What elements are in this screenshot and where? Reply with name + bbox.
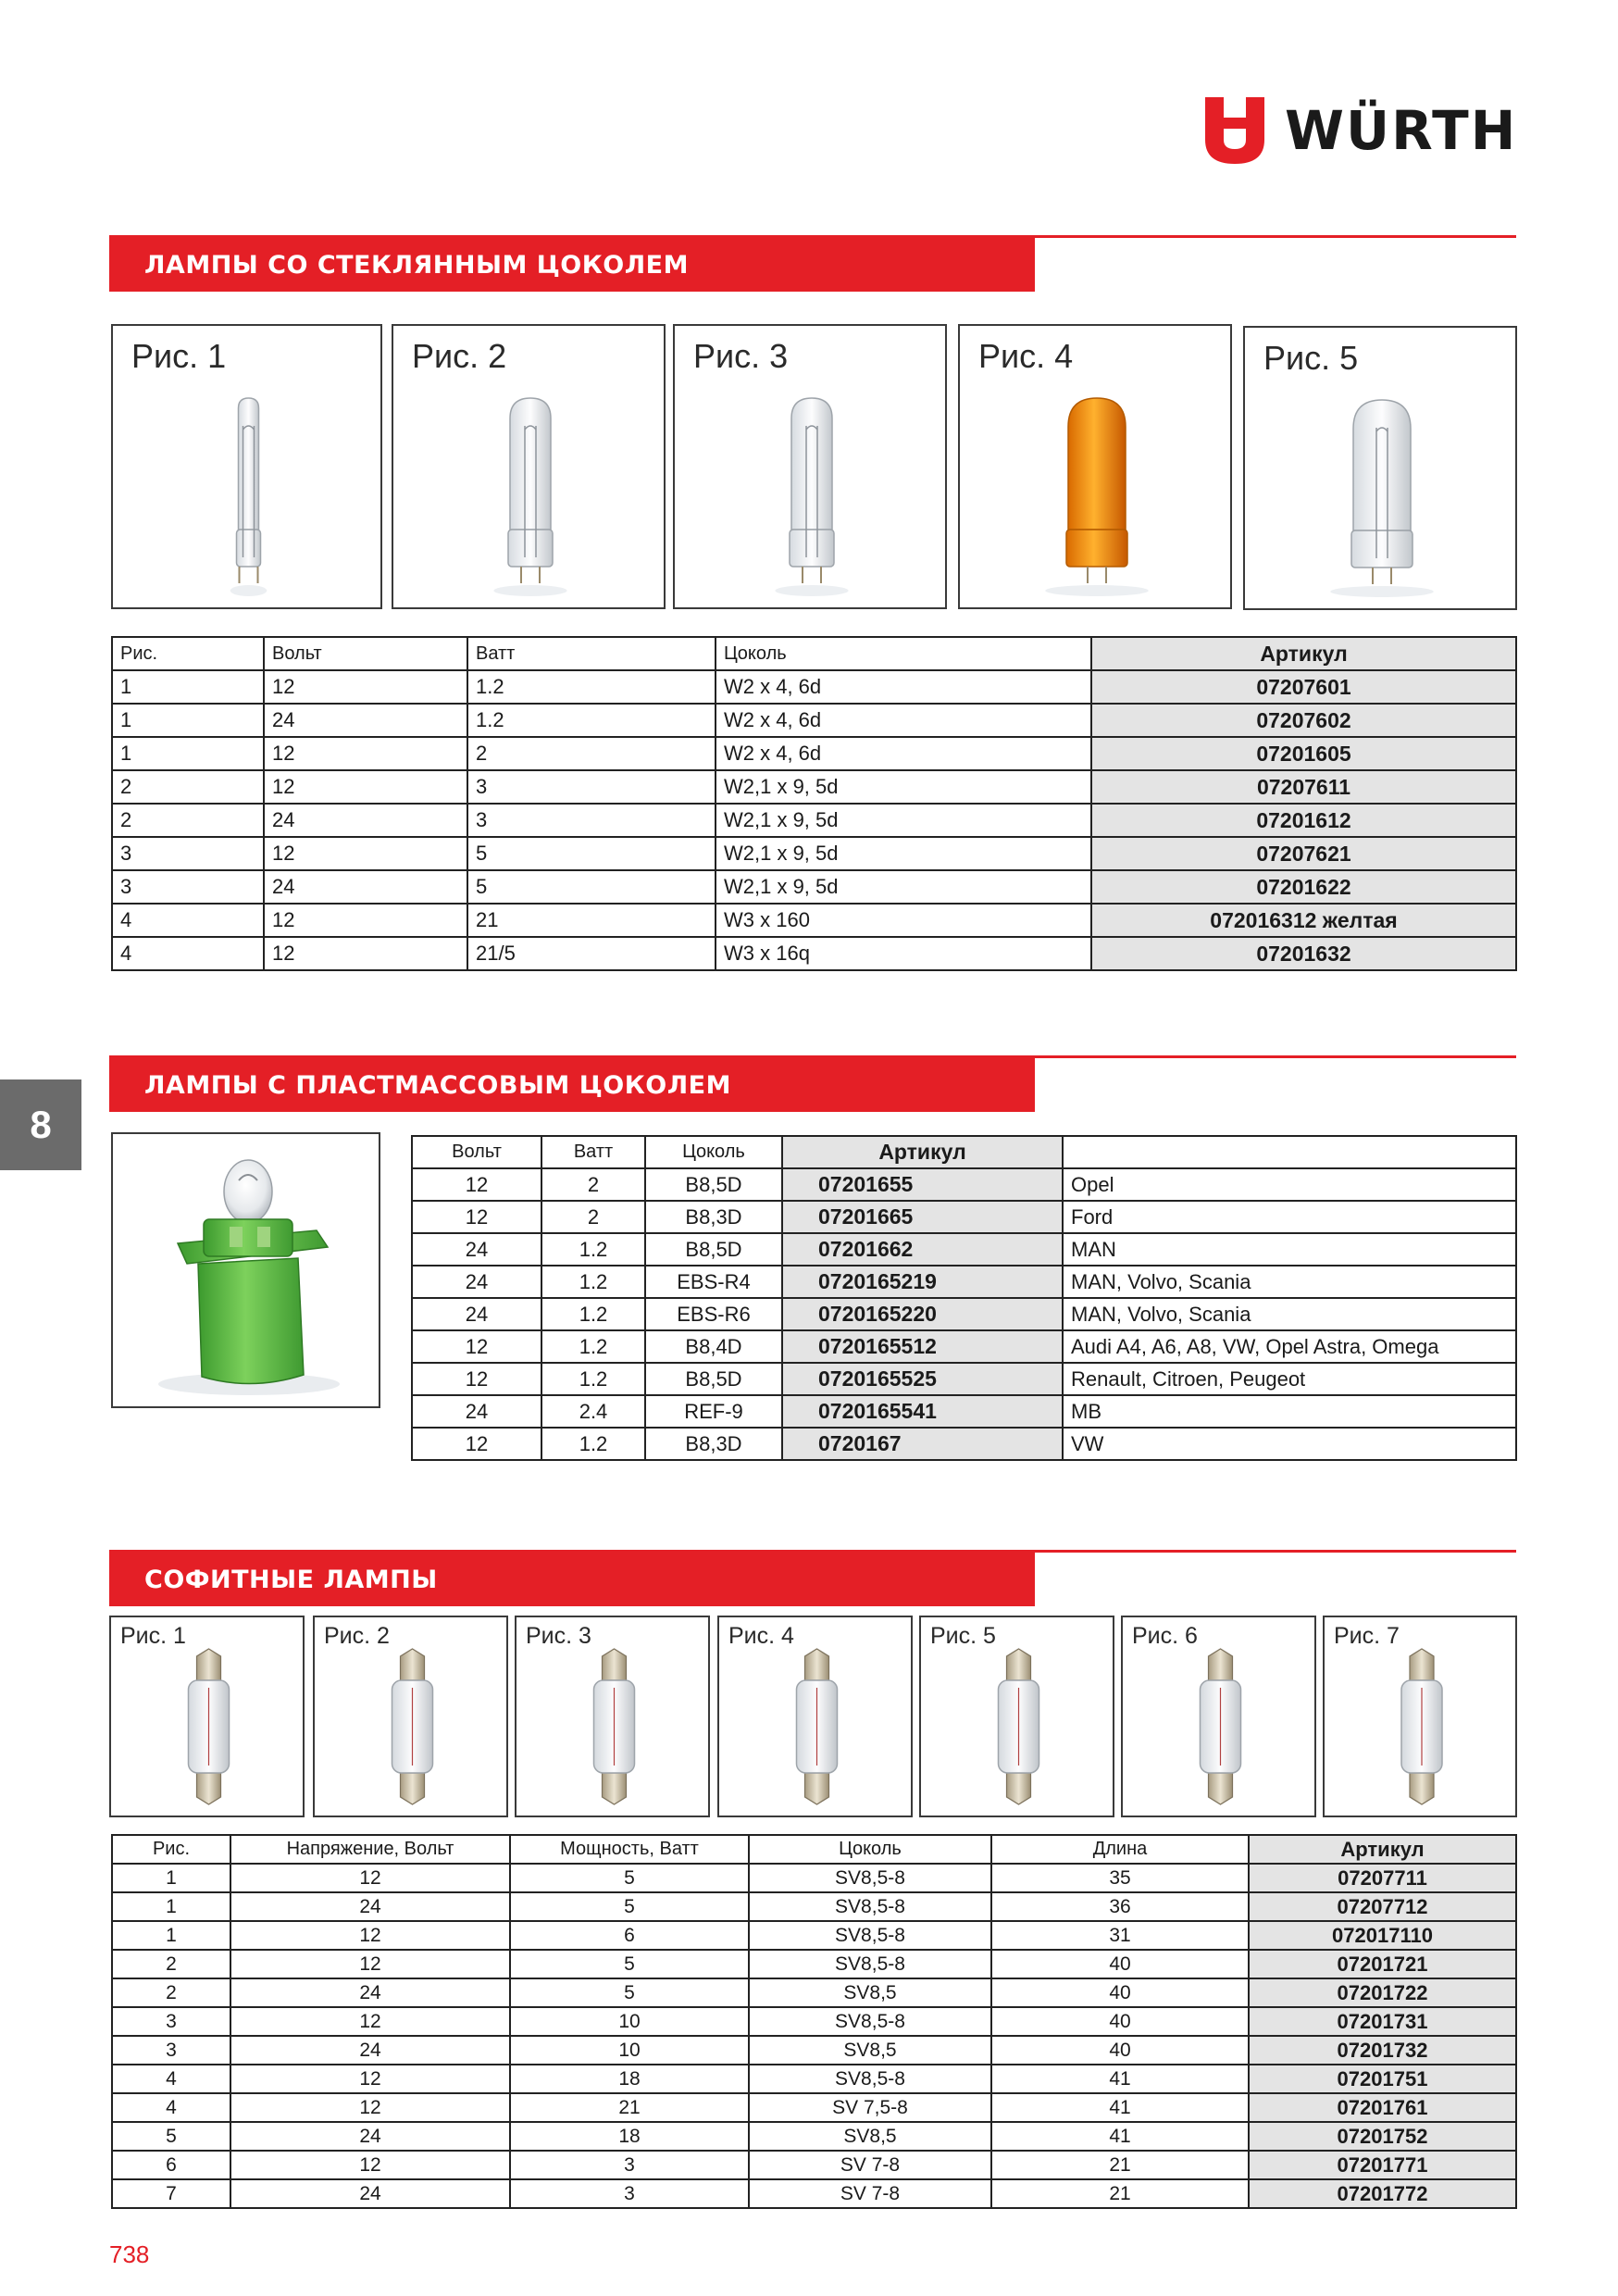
article-number: 07207712 [1249, 1892, 1516, 1921]
table-row [112, 737, 1516, 770]
table-row [112, 1978, 1516, 2007]
figure-caption: Рис. 1 [120, 1623, 186, 1649]
figure-caption: Рис. 2 [412, 337, 507, 375]
table-cell: W2 x 4, 6d [716, 670, 1091, 704]
table-cell: 3 [112, 2007, 230, 2036]
article-number: 07201622 [1091, 870, 1516, 904]
table-cell: EBS-R6 [645, 1298, 782, 1330]
table-cell: 2.4 [541, 1395, 645, 1428]
article-number: 07201605 [1091, 737, 1516, 770]
table-cell: 2 [541, 1201, 645, 1233]
table-cell: 5 [112, 2122, 230, 2151]
table-cell: 12 [230, 1950, 510, 1978]
table-cell: 12 [264, 837, 467, 870]
article-number: 07207621 [1091, 837, 1516, 870]
col-header: Рис. [112, 1835, 230, 1864]
table-cell: 24 [230, 2122, 510, 2151]
article-number: 07201662 [782, 1233, 1063, 1266]
table-cell: 12 [264, 737, 467, 770]
table-cell: MB [1063, 1395, 1516, 1428]
table-cell: 5 [510, 1864, 749, 1892]
table-row [112, 770, 1516, 804]
article-number: 07201731 [1249, 2007, 1516, 2036]
table-cell: 2 [112, 804, 264, 837]
table-cell: MAN [1063, 1233, 1516, 1266]
section2-header [109, 1058, 1035, 1112]
table-cell: Opel [1063, 1168, 1516, 1201]
table-cell: 3 [112, 837, 264, 870]
table-cell: MAN, Volvo, Scania [1063, 1298, 1516, 1330]
table-header-row [112, 1835, 1516, 1864]
table-cell: 12 [230, 1921, 510, 1950]
table-cell: B8,3D [645, 1201, 782, 1233]
figure-caption: Рис. 5 [1263, 339, 1359, 377]
article-number: 07207601 [1091, 670, 1516, 704]
table-row [112, 904, 1516, 937]
table-cell: 2 [541, 1168, 645, 1201]
table-cell: 21 [991, 2179, 1249, 2208]
table-cell: 6 [112, 2151, 230, 2179]
section2-table [411, 1135, 1517, 1461]
table-cell: 7 [112, 2179, 230, 2208]
article-number: 07201721 [1249, 1950, 1516, 1978]
table-cell: W2,1 x 9, 5d [716, 870, 1091, 904]
table-cell: 2 [467, 737, 716, 770]
table-cell: Renault, Citroen, Peugeot [1063, 1363, 1516, 1395]
table-cell: 5 [510, 1892, 749, 1921]
table-row [112, 2179, 1516, 2208]
table-row [412, 1201, 1516, 1233]
chapter-tab: 8 [0, 1079, 81, 1170]
table-cell: 4 [112, 2065, 230, 2093]
table-row [412, 1168, 1516, 1201]
table-cell: 35 [991, 1864, 1249, 1892]
col-header-application [1063, 1136, 1516, 1168]
brand-name: WÜRTH [1285, 99, 1518, 162]
table-cell: 12 [412, 1168, 541, 1201]
article-number: 0720167 [782, 1428, 1063, 1460]
table-cell: 12 [230, 1864, 510, 1892]
table-cell: 12 [264, 904, 467, 937]
article-number: 07201761 [1249, 2093, 1516, 2122]
table-cell: 12 [412, 1428, 541, 1460]
table-cell: 1.2 [541, 1330, 645, 1363]
figure-5 [919, 1616, 1114, 1817]
section1-table [111, 636, 1517, 971]
table-cell: W3 x 16q [716, 937, 1091, 970]
col-header-article: Артикул [1249, 1835, 1516, 1864]
table-cell: 12 [230, 2007, 510, 2036]
table-cell: 21/5 [467, 937, 716, 970]
table-cell: 1 [112, 704, 264, 737]
table-cell: 1 [112, 1921, 230, 1950]
table-cell: 21 [467, 904, 716, 937]
table-cell: 24 [230, 2179, 510, 2208]
article-number: 0720165512 [782, 1330, 1063, 1363]
table-cell: SV 7-8 [749, 2179, 991, 2208]
table-row [112, 670, 1516, 704]
article-number: 07201722 [1249, 1978, 1516, 2007]
section1-header [109, 238, 1035, 292]
article-number: 07207711 [1249, 1864, 1516, 1892]
table-cell: 1.2 [541, 1298, 645, 1330]
table-cell: 24 [412, 1298, 541, 1330]
col-header: Ватт [541, 1136, 645, 1168]
table-cell: 2 [112, 770, 264, 804]
table-cell: SV 7,5-8 [749, 2093, 991, 2122]
table-cell: 21 [510, 2093, 749, 2122]
figure-caption: Рис. 6 [1132, 1623, 1198, 1649]
figure-6 [1121, 1616, 1316, 1817]
table-cell: 12 [412, 1330, 541, 1363]
section2-title: ЛАМПЫ С ПЛАСТМАССОВЫМ ЦОКОЛЕМ [144, 1070, 731, 1100]
table-row [112, 2007, 1516, 2036]
table-row [412, 1363, 1516, 1395]
table-cell: 40 [991, 1978, 1249, 2007]
table-cell: 4 [112, 2093, 230, 2122]
table-cell: SV8,5 [749, 1978, 991, 2007]
table-cell: 1 [112, 737, 264, 770]
table-row [112, 1892, 1516, 1921]
figure-caption: Рис. 5 [930, 1623, 996, 1649]
table-cell: W2,1 x 9, 5d [716, 770, 1091, 804]
table-cell: 2 [112, 1950, 230, 1978]
table-cell: 3 [510, 2179, 749, 2208]
table-cell: 41 [991, 2093, 1249, 2122]
table-cell: 1 [112, 670, 264, 704]
article-number: 0720165541 [782, 1395, 1063, 1428]
table-cell: 1.2 [541, 1428, 645, 1460]
table-cell: SV8,5-8 [749, 2065, 991, 2093]
table-cell: 1.2 [467, 670, 716, 704]
table-cell: 3 [510, 2151, 749, 2179]
plastic-base-lamp-image [111, 1132, 380, 1408]
table-cell: 24 [412, 1233, 541, 1266]
col-header: Цоколь [645, 1136, 782, 1168]
table-cell: 40 [991, 1950, 1249, 1978]
table-cell: 40 [991, 2007, 1249, 2036]
table-cell: 41 [991, 2065, 1249, 2093]
table-cell: 24 [264, 804, 467, 837]
article-number: 07201751 [1249, 2065, 1516, 2093]
article-number: 07201612 [1091, 804, 1516, 837]
figure-caption: Рис. 4 [978, 337, 1074, 375]
table-cell: 5 [467, 837, 716, 870]
table-row [112, 937, 1516, 970]
table-cell: W2,1 x 9, 5d [716, 804, 1091, 837]
table-row [112, 870, 1516, 904]
table-cell: B8,5D [645, 1233, 782, 1266]
wurth-logo-mark-icon [1205, 97, 1264, 164]
col-header: Цоколь [749, 1835, 991, 1864]
table-cell: 3 [112, 870, 264, 904]
article-number: 07201771 [1249, 2151, 1516, 2179]
table-cell: MAN, Volvo, Scania [1063, 1266, 1516, 1298]
figure-4 [717, 1616, 913, 1817]
table-cell: 5 [510, 1978, 749, 2007]
table-cell: 21 [991, 2151, 1249, 2179]
col-header: Вольт [412, 1136, 541, 1168]
table-cell: 4 [112, 937, 264, 970]
section3-table [111, 1834, 1517, 2209]
table-cell: 1.2 [541, 1233, 645, 1266]
col-header: Ватт [467, 637, 716, 670]
table-cell: 41 [991, 2122, 1249, 2151]
table-cell: 24 [264, 870, 467, 904]
table-cell: 3 [467, 804, 716, 837]
col-header: Длина [991, 1835, 1249, 1864]
table-cell: 24 [412, 1266, 541, 1298]
table-cell: Audi A4, A6, A8, VW, Opel Astra, Omega [1063, 1330, 1516, 1363]
table-cell: B8,4D [645, 1330, 782, 1363]
article-number: 07201632 [1091, 937, 1516, 970]
table-cell: 24 [412, 1395, 541, 1428]
table-cell: 12 [264, 670, 467, 704]
table-cell: VW [1063, 1428, 1516, 1460]
figure-7 [1323, 1616, 1517, 1817]
table-row [112, 2065, 1516, 2093]
table-cell: 4 [112, 904, 264, 937]
article-number: 07201772 [1249, 2179, 1516, 2208]
table-cell: Ford [1063, 1201, 1516, 1233]
table-cell: SV8,5 [749, 2036, 991, 2065]
figure-caption: Рис. 2 [324, 1623, 390, 1649]
table-cell: W3 x 160 [716, 904, 1091, 937]
table-cell: SV 7-8 [749, 2151, 991, 2179]
table-cell: 12 [412, 1363, 541, 1395]
figure-caption: Рис. 4 [728, 1623, 794, 1649]
table-cell: 12 [412, 1201, 541, 1233]
col-header-article: Артикул [782, 1136, 1063, 1168]
article-number: 0720165219 [782, 1266, 1063, 1298]
table-cell: 10 [510, 2007, 749, 2036]
article-number: 07201752 [1249, 2122, 1516, 2151]
section3-header [109, 1553, 1035, 1606]
table-row [112, 1950, 1516, 1978]
article-number: 07207602 [1091, 704, 1516, 737]
table-header-row [412, 1136, 1516, 1168]
figure-caption: Рис. 7 [1334, 1623, 1400, 1649]
table-row [412, 1266, 1516, 1298]
figure-caption: Рис. 3 [526, 1623, 591, 1649]
article-number: 072017110 [1249, 1921, 1516, 1950]
table-cell: SV8,5-8 [749, 1921, 991, 1950]
figure-5 [1243, 326, 1517, 610]
table-cell: B8,5D [645, 1363, 782, 1395]
table-cell: 12 [230, 2065, 510, 2093]
figure-1 [109, 1616, 305, 1817]
table-cell: 31 [991, 1921, 1249, 1950]
table-cell: REF-9 [645, 1395, 782, 1428]
table-cell: 12 [230, 2151, 510, 2179]
table-row [412, 1233, 1516, 1266]
table-row [412, 1330, 1516, 1363]
table-row [412, 1395, 1516, 1428]
table-row [112, 704, 1516, 737]
table-row [112, 2036, 1516, 2065]
article-number: 07201732 [1249, 2036, 1516, 2065]
table-cell: 1.2 [467, 704, 716, 737]
table-cell: 10 [510, 2036, 749, 2065]
table-row [112, 1864, 1516, 1892]
table-cell: 12 [230, 2093, 510, 2122]
table-cell: 24 [230, 2036, 510, 2065]
table-cell: B8,5D [645, 1168, 782, 1201]
table-cell: 1.2 [541, 1363, 645, 1395]
article-number: 072016312 желтая [1091, 904, 1516, 937]
figure-3 [673, 324, 947, 609]
table-cell: EBS-R4 [645, 1266, 782, 1298]
table-cell: 6 [510, 1921, 749, 1950]
article-number: 0720165525 [782, 1363, 1063, 1395]
article-number: 07207611 [1091, 770, 1516, 804]
col-header: Напряжение, Вольт [230, 1835, 510, 1864]
table-cell: 18 [510, 2065, 749, 2093]
wurth-logo [1205, 97, 1517, 164]
figure-caption: Рис. 1 [131, 337, 227, 375]
article-number: 07201665 [782, 1201, 1063, 1233]
table-row [112, 2122, 1516, 2151]
table-cell: SV8,5-8 [749, 1864, 991, 1892]
table-row [112, 2093, 1516, 2122]
table-cell: B8,3D [645, 1428, 782, 1460]
table-cell: W2,1 x 9, 5d [716, 837, 1091, 870]
table-cell: SV8,5-8 [749, 1950, 991, 1978]
table-cell: 12 [264, 937, 467, 970]
table-cell: 24 [230, 1892, 510, 1921]
section3-title: СОФИТНЫЕ ЛАМПЫ [144, 1565, 438, 1594]
figure-caption: Рис. 3 [693, 337, 789, 375]
table-cell: 36 [991, 1892, 1249, 1921]
col-header: Цоколь [716, 637, 1091, 670]
table-cell: SV8,5-8 [749, 1892, 991, 1921]
figure-2 [313, 1616, 508, 1817]
table-row [112, 837, 1516, 870]
table-cell: W2 x 4, 6d [716, 704, 1091, 737]
table-cell: 1 [112, 1864, 230, 1892]
table-cell: SV8,5-8 [749, 2007, 991, 2036]
table-cell: 24 [264, 704, 467, 737]
figure-1 [111, 324, 382, 609]
page-number: 738 [109, 2240, 150, 2268]
table-row [112, 2151, 1516, 2179]
article-number: 0720165220 [782, 1298, 1063, 1330]
table-cell: 12 [264, 770, 467, 804]
table-cell: 1.2 [541, 1266, 645, 1298]
article-number: 07201655 [782, 1168, 1063, 1201]
col-header: Рис. [112, 637, 264, 670]
figure-4 [958, 324, 1232, 609]
table-cell: 24 [230, 1978, 510, 2007]
table-header-row [112, 637, 1516, 670]
table-cell: 40 [991, 2036, 1249, 2065]
table-row [112, 1921, 1516, 1950]
figure-2 [392, 324, 666, 609]
table-cell: 1 [112, 1892, 230, 1921]
figure-3 [515, 1616, 710, 1817]
table-cell: 2 [112, 1978, 230, 2007]
table-cell: 3 [467, 770, 716, 804]
table-row [112, 804, 1516, 837]
table-cell: SV8,5 [749, 2122, 991, 2151]
table-cell: 5 [467, 870, 716, 904]
col-header: Мощность, Ватт [510, 1835, 749, 1864]
section1-title: ЛАМПЫ СО СТЕКЛЯННЫМ ЦОКОЛЕМ [144, 250, 689, 280]
col-header: Вольт [264, 637, 467, 670]
table-cell: 5 [510, 1950, 749, 1978]
table-cell: 3 [112, 2036, 230, 2065]
table-cell: 18 [510, 2122, 749, 2151]
table-cell: W2 x 4, 6d [716, 737, 1091, 770]
table-row [412, 1298, 1516, 1330]
col-header-article: Артикул [1091, 637, 1516, 670]
table-row [412, 1428, 1516, 1460]
